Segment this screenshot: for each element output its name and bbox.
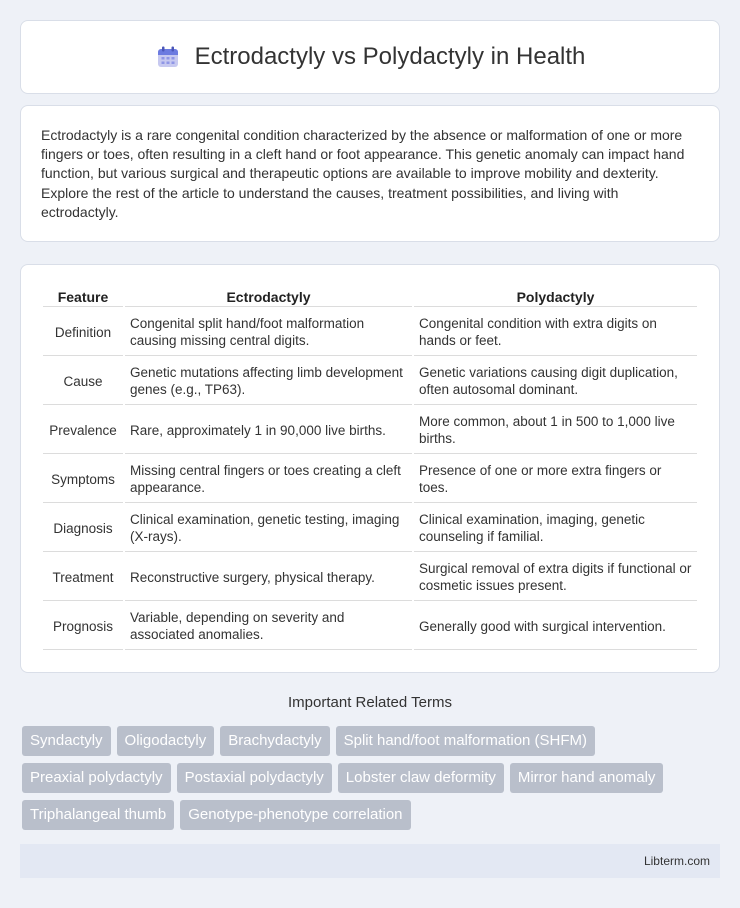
page-title: Ectrodactyly vs Polydactyly in Health [194, 43, 586, 70]
row-feature: Symptoms [43, 456, 123, 503]
footer-site-link[interactable]: Libterm.com [643, 854, 710, 868]
header-ectrodactyly: Ectrodactyly [125, 287, 412, 307]
row-feature: Prognosis [43, 603, 123, 650]
comparison-table-card [20, 264, 720, 673]
title-wrap [155, 43, 586, 71]
table-row [43, 309, 697, 356]
table-header-row [43, 287, 697, 307]
related-term-tag[interactable]: Triphalangeal thumb [22, 800, 174, 830]
row-feature: Diagnosis [43, 505, 123, 552]
related-term-tag[interactable]: Syndactyly [22, 726, 111, 756]
table-row [43, 603, 697, 650]
calendar-icon [155, 44, 181, 70]
table-row [43, 456, 697, 503]
row-feature: Prevalence [43, 407, 123, 454]
header-card [20, 20, 720, 94]
table-row [43, 554, 697, 601]
related-term-tag[interactable]: Brachydactyly [220, 726, 329, 756]
row-feature: Definition [43, 309, 123, 356]
table-row [43, 358, 697, 405]
related-term-tag[interactable]: Genotype-phenotype correlation [180, 800, 410, 830]
row-ectrodactyly: Congenital split hand/foot malformation causing missing central digits. [125, 309, 412, 356]
comparison-table [41, 285, 699, 652]
row-polydactyly: More common, about 1 in 500 to 1,000 live births. [414, 407, 697, 454]
row-ectrodactyly: Rare, approximately 1 in 90,000 live births. [125, 407, 412, 454]
row-ectrodactyly: Missing central fingers or toes creating a cleft appearance. [125, 456, 412, 503]
row-polydactyly: Surgical removal of extra digits if functional or cosmetic issues present. [414, 554, 697, 601]
related-term-tag[interactable]: Split hand/foot malformation (SHFM) [336, 726, 595, 756]
row-ectrodactyly: Reconstructive surgery, physical therapy. [125, 554, 412, 601]
related-terms-title: Important Related Terms [288, 694, 452, 711]
row-ectrodactyly: Genetic mutations affecting limb development genes (e.g., TP63). [125, 358, 412, 405]
related-term-tag[interactable]: Preaxial polydactyly [22, 763, 171, 793]
table-row [43, 407, 697, 454]
footer [20, 844, 720, 878]
related-term-tag[interactable]: Mirror hand anomaly [510, 763, 664, 793]
related-term-tag[interactable]: Oligodactyly [117, 726, 215, 756]
row-polydactyly: Congenital condition with extra digits on hands or feet. [414, 309, 697, 356]
row-polydactyly: Generally good with surgical intervention. [414, 603, 697, 650]
related-terms-list [22, 726, 722, 830]
intro-card [20, 105, 720, 242]
row-polydactyly: Genetic variations causing digit duplication, often autosomal dominant. [414, 358, 697, 405]
header-polydactyly: Polydactyly [414, 287, 697, 307]
row-ectrodactyly: Variable, depending on severity and associated anomalies. [125, 603, 412, 650]
header-feature: Feature [43, 287, 123, 307]
row-polydactyly: Presence of one or more extra fingers or toes. [414, 456, 697, 503]
related-term-tag[interactable]: Postaxial polydactyly [177, 763, 332, 793]
related-term-tag[interactable]: Lobster claw deformity [338, 763, 504, 793]
row-ectrodactyly: Clinical examination, genetic testing, imaging (X-rays). [125, 505, 412, 552]
row-polydactyly: Clinical examination, imaging, genetic counseling if familial. [414, 505, 697, 552]
row-feature: Treatment [43, 554, 123, 601]
row-feature: Cause [43, 358, 123, 405]
intro-text: Ectrodactyly is a rare congenital condition characterized by the absence or malformation of one or more fingers or toes, often resulting in a cleft hand or foot appearance. This genetic anomaly can impact hand function, but various surgical and therapeutic options are available to improve mobility and dexterity. Explore the rest of the article to understand the causes, treatment possibilities, and living with ectrodactyly. [41, 127, 685, 220]
table-row [43, 505, 697, 552]
